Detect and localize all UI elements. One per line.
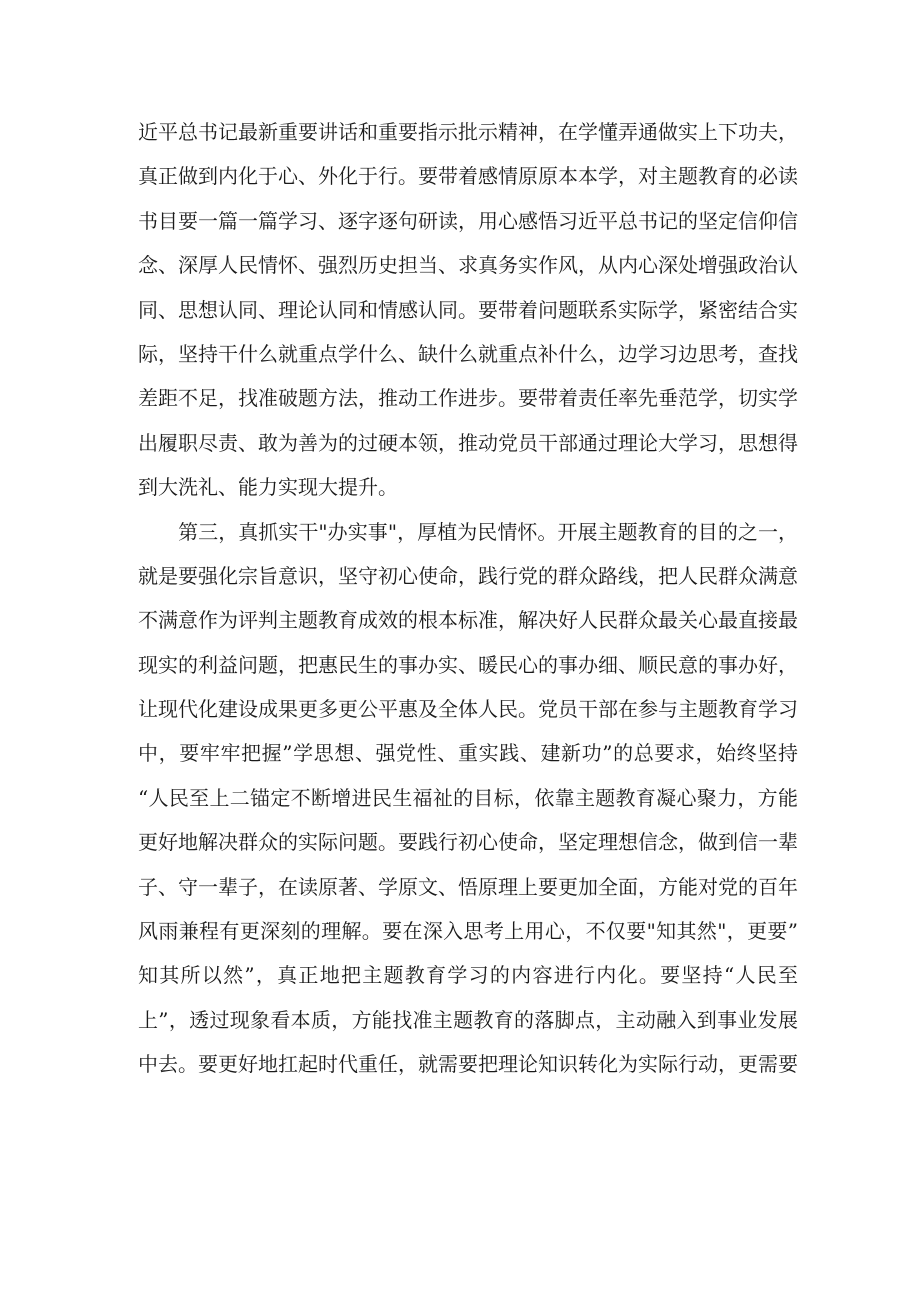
text-line: 差距不足，找准破题方法，推动工作进步。要带着责任率先垂范学，切实学 — [138, 386, 798, 411]
text-line: 真正做到内化于心、外化于行。要带着感情原原本本学，对主题教育的必读 — [138, 164, 798, 189]
text-line: 子、守一辈子，在读原著、学原文、悟原理上要更加全面，方能对党的百年 — [138, 874, 798, 899]
text-line: 就是要强化宗旨意识，坚守初心使命，践行党的群众路线，把人民群众满意 — [138, 563, 798, 588]
text-line: 中，要牢牢把握”学思想、强党性、重实践、建新功”的总要求，始终坚持 — [138, 741, 798, 766]
text-line: 出履职尽责、敢为善为的过硬本领，推动党员干部通过理论大学习，思想得 — [138, 430, 798, 455]
text-line: 上”，透过现象看本质，方能找准主题教育的落脚点，主动融入到事业发展 — [138, 1007, 798, 1032]
text-line: 第三，真抓实干"办实事"，厚植为民情怀。开展主题教育的目的之一， — [138, 519, 798, 544]
text-line: 让现代化建设成果更多更公平惠及全体人民。党员干部在参与主题教育学习 — [138, 697, 798, 722]
text-line: 不满意作为评判主题教育成效的根本标准，解决好人民群众最关心最直接最 — [138, 608, 798, 633]
text-line: 到大洗礼、能力实现大提升。 — [138, 475, 398, 500]
text-line: 际，坚持干什么就重点学什么、缺什么就重点补什么，边学习边思考，查找 — [138, 341, 798, 366]
text-line: 中去。要更好地扛起时代重任，就需要把理论知识转化为实际行动，更需要 — [138, 1052, 798, 1077]
text-line: 知其所以然”，真正地把主题教育学习的内容进行内化。要坚持“人民至 — [138, 963, 798, 988]
text-line: 现实的利益问题，把惠民生的事办实、暖民心的事办细、顺民意的事办好， — [138, 652, 798, 677]
body-text — [138, 110, 798, 1087]
text-line: 书目要一篇一篇学习、逐字逐句研读，用心感悟习近平总书记的坚定信仰信 — [138, 208, 798, 233]
text-line: 同、思想认同、理论认同和情感认同。要带着问题联系实际学，紧密结合实 — [138, 297, 798, 322]
text-line: 念、深厚人民情怀、强烈历史担当、求真务实作风，从内心深处增强政治认 — [138, 253, 798, 278]
text-line: 近平总书记最新重要讲话和重要指示批示精神，在学懂弄通做实上下功夫， — [138, 120, 798, 144]
text-line: 更好地解决群众的实际问题。要践行初心使命，坚定理想信念，做到信一辈 — [138, 830, 798, 855]
text-line: 风雨兼程有更深刻的理解。要在深入思考上用心，不仅要"知其然"，更要” — [138, 919, 798, 944]
text-line: “人民至上二锚定不断增进民生福祉的目标，依靠主题教育凝心聚力，方能 — [138, 785, 798, 810]
